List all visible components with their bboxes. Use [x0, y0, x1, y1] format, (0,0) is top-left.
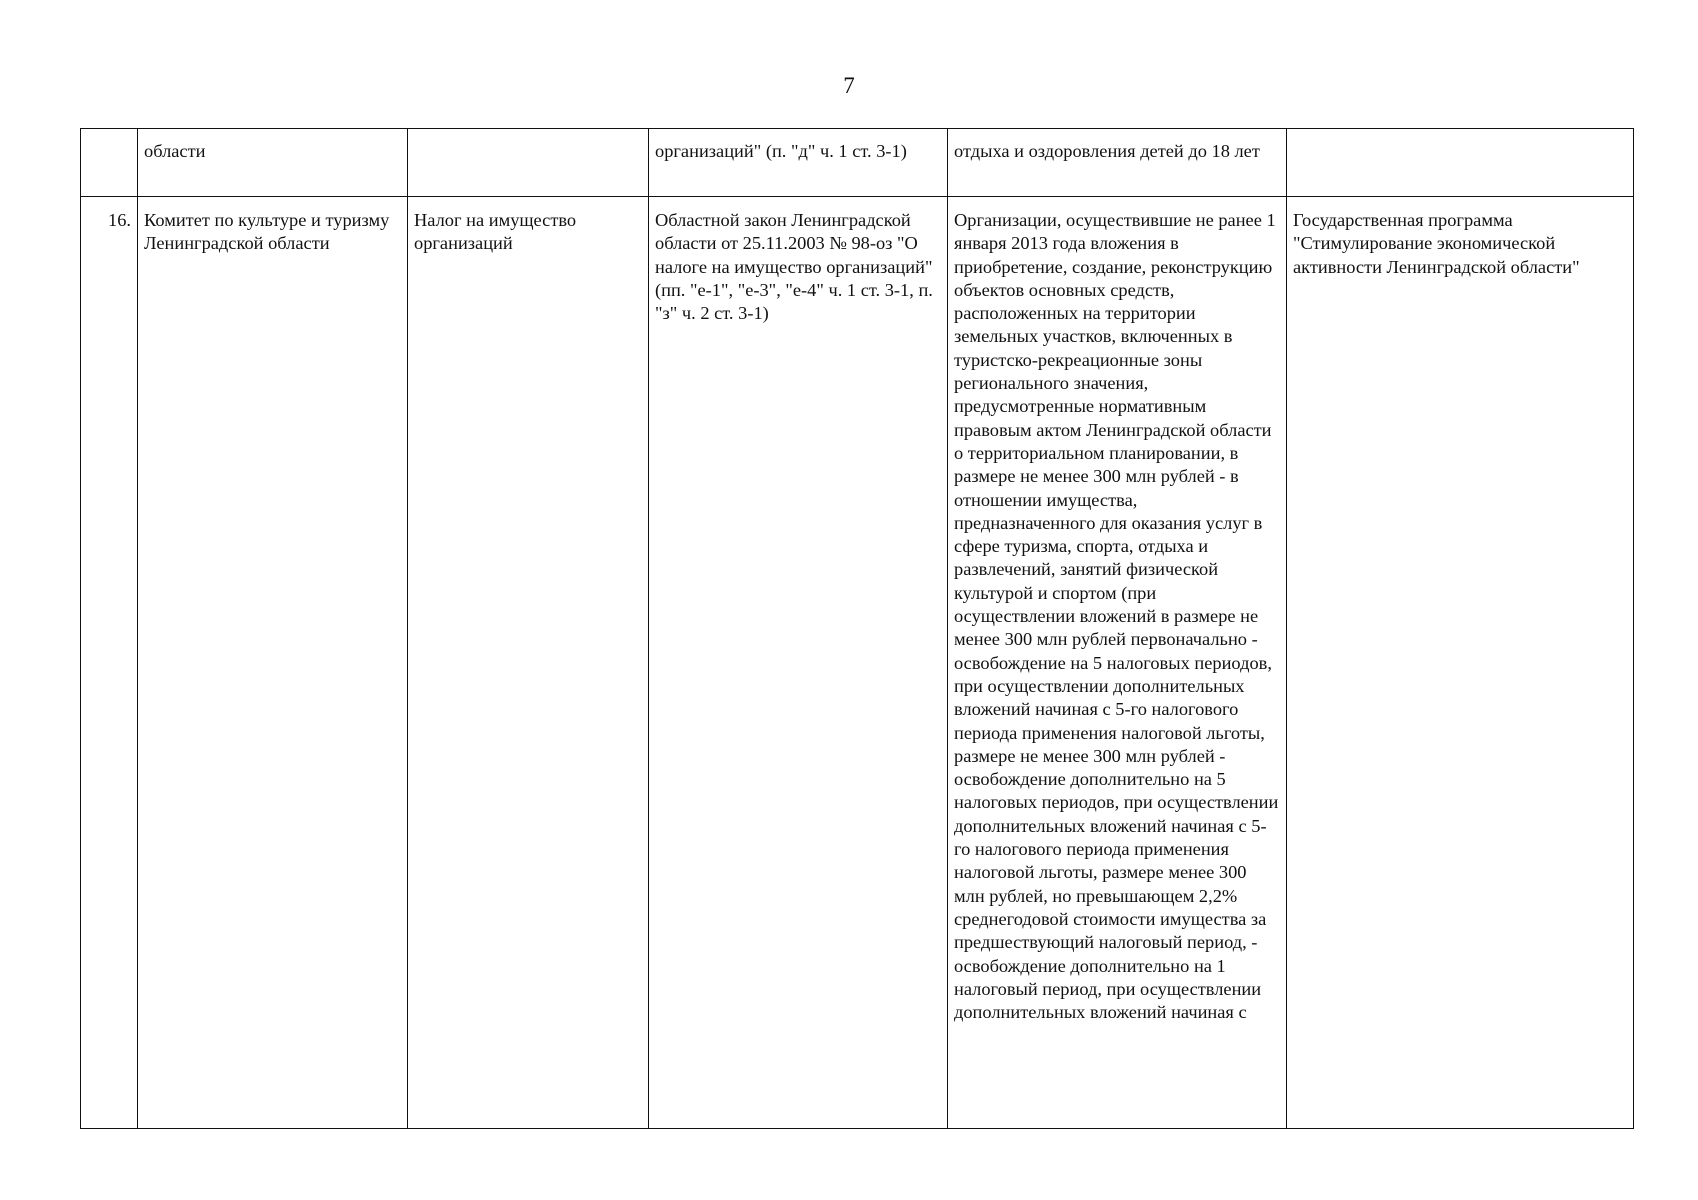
tax-benefits-table	[80, 128, 1634, 1129]
program-cell	[1287, 129, 1634, 197]
law-cell: организаций" (п. "д" ч. 1 ст. 3-1)	[649, 129, 948, 197]
page-number: 7	[843, 73, 855, 98]
program-cell: Государственная программа "Стимулирование экономической активности Ленинградской области"	[1287, 197, 1634, 1129]
tax-cell: Налог на имущество организаций	[408, 197, 649, 1129]
category-cell: Организации, осуществившие не ранее 1 января 2013 года вложения в приобретение, создание, реконструкцию объектов основных средств, расположенных на территории земельных участков, включенных в туристско-рекреационные зоны регионального значения, предусмотренные нормативным правовым актом Ленинградской области о территориальном планировании, в размере не менее 300 млн рублей - в отношении имущества, предназначенного для оказания услуг в сфере туризма, спорта, отдыха и развлечений, занятий физической культурой и спортом (при осуществлении вложений в размере не менее 300 млн рублей первоначально - освобождение на 5 налоговых периодов, при осуществлении дополнительных вложений начиная с 5-го налогового периода применения налоговой льготы, размере не менее 300 млн рублей - освобождение дополнительно на 5 налоговых периодов, при осуществлении дополнительных вложений начиная с 5-го налогового периода применения налоговой льготы, размере менее 300 млн рублей, но превышающем 2,2% среднегодовой стоимости имущества за предшествующий налоговый период, - освобождение дополнительно на 1 налоговый период, при осуществлении дополнительных вложений начиная с	[948, 197, 1287, 1129]
curator-cell: области	[138, 129, 408, 197]
row-number-cell	[81, 129, 138, 197]
row-number-cell: 16.	[81, 197, 138, 1129]
table-row	[81, 197, 1634, 1129]
curator-cell: Комитет по культуре и туризму Ленинградской области	[138, 197, 408, 1129]
tax-cell	[408, 129, 649, 197]
table-row	[81, 129, 1634, 197]
law-cell: Областной закон Ленинградской области от 25.11.2003 № 98-оз "О налоге на имущество организаций" (пп. "е-1", "е-3", "е-4" ч. 1 ст. 3-1, п. "з" ч. 2 ст. 3-1)	[649, 197, 948, 1129]
category-cell: отдыха и оздоровления детей до 18 лет	[948, 129, 1287, 197]
